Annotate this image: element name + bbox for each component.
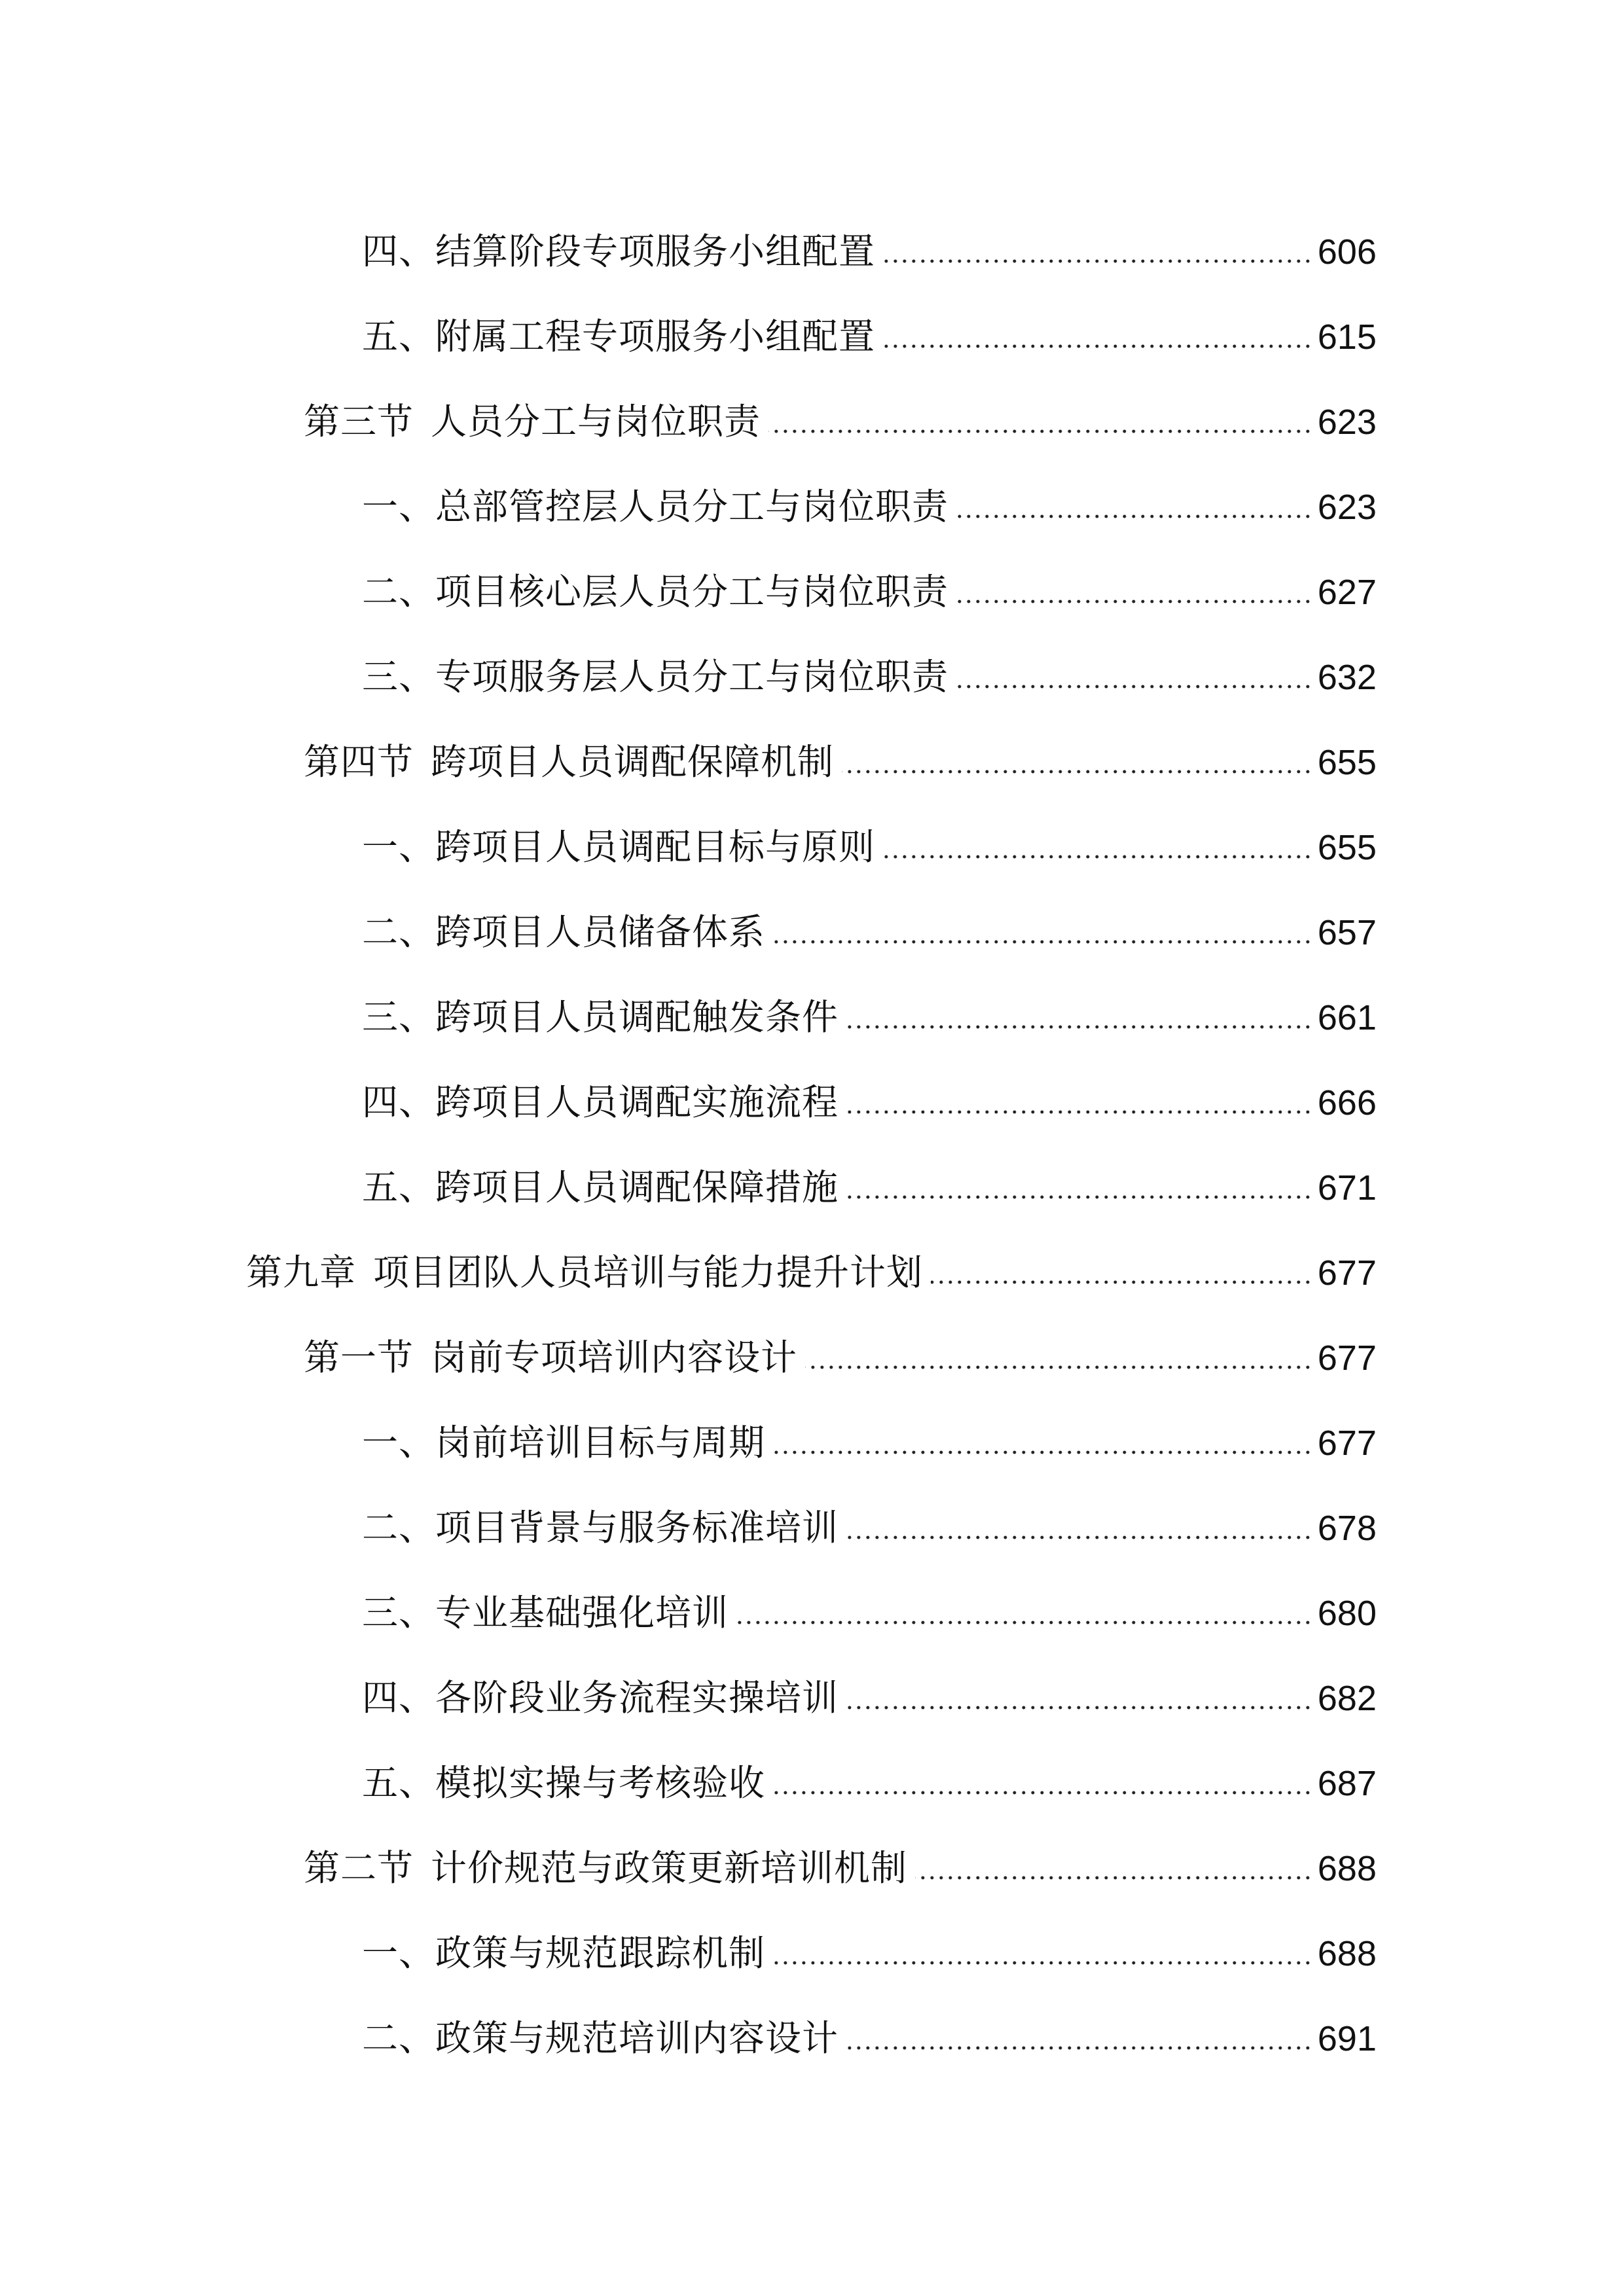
toc-entry-page: 687 bbox=[1317, 1764, 1377, 1803]
toc-entry[interactable] bbox=[362, 1906, 1377, 1974]
toc-entry-title bbox=[304, 1847, 908, 1889]
toc-entry[interactable] bbox=[304, 715, 1377, 783]
dot-leader bbox=[931, 1280, 1312, 1284]
dot-leader bbox=[956, 685, 1312, 689]
toc-entry-heading: 跨项目人员调配保障机制 bbox=[431, 741, 835, 783]
toc-entry[interactable] bbox=[362, 1395, 1377, 1461]
dot-leader bbox=[883, 344, 1312, 348]
toc-entry-title: 五、附属工程专项服务小组配置 bbox=[362, 315, 876, 357]
toc-entry-number: 第四节 bbox=[304, 741, 414, 783]
dot-leader bbox=[883, 855, 1312, 859]
toc-entry-number: 第九章 bbox=[246, 1251, 357, 1293]
toc-entry-heading: 项目团队人员培训与能力提升计划 bbox=[373, 1251, 924, 1293]
toc-entry-page: 678 bbox=[1317, 1509, 1377, 1548]
toc-entry-title: 三、专项服务层人员分工与岗位职责 bbox=[362, 656, 949, 698]
dot-leader bbox=[846, 1706, 1312, 1710]
toc-entry-page: 627 bbox=[1317, 573, 1377, 612]
toc-entry-title bbox=[304, 401, 761, 442]
dot-leader bbox=[846, 2046, 1312, 2050]
toc-entry[interactable] bbox=[362, 289, 1377, 355]
toc-entry-page: 615 bbox=[1317, 317, 1377, 357]
toc-entry[interactable] bbox=[246, 1225, 1377, 1291]
toc-entry-number: 第三节 bbox=[304, 401, 414, 442]
toc-entry[interactable] bbox=[362, 1480, 1377, 1549]
toc-entry-heading: 计价规范与政策更新培训机制 bbox=[431, 1847, 908, 1889]
toc-entry[interactable] bbox=[362, 1991, 1377, 2059]
toc-entry-title: 二、项目核心层人员分工与岗位职责 bbox=[362, 571, 949, 613]
toc-entry[interactable] bbox=[304, 1310, 1377, 1376]
toc-entry-title: 三、跨项目人员调配触发条件 bbox=[362, 996, 839, 1038]
toc-entry-page: 682 bbox=[1317, 1679, 1377, 1718]
toc-entry-page: 655 bbox=[1317, 743, 1377, 782]
toc-entry-title: 四、各阶段业务流程实操培训 bbox=[362, 1677, 839, 1719]
toc-entry-title: 一、岗前培训目标与周期 bbox=[362, 1422, 766, 1463]
toc-entry[interactable] bbox=[362, 204, 1377, 270]
toc-entry-title bbox=[246, 1251, 924, 1293]
toc-entry-page: 606 bbox=[1317, 232, 1377, 272]
toc-entry-page: 655 bbox=[1317, 828, 1377, 867]
toc-entry[interactable] bbox=[362, 970, 1377, 1038]
toc-entry[interactable] bbox=[362, 1736, 1377, 1804]
toc-entry-page: 688 bbox=[1317, 1934, 1377, 1973]
toc-entry-page: 677 bbox=[1317, 1424, 1377, 1463]
dot-leader bbox=[768, 429, 1312, 433]
toc-entry-page: 688 bbox=[1317, 1849, 1377, 1888]
toc-entry-page: 677 bbox=[1317, 1253, 1377, 1293]
dot-leader bbox=[773, 1791, 1312, 1795]
toc-entry-heading: 人员分工与岗位职责 bbox=[431, 401, 761, 442]
toc-entry-number: 第一节 bbox=[304, 1336, 414, 1378]
dot-leader bbox=[956, 600, 1312, 603]
dot-leader bbox=[842, 770, 1312, 774]
toc-entry-title: 二、政策与规范培训内容设计 bbox=[362, 2017, 839, 2059]
dot-leader bbox=[773, 1450, 1312, 1454]
toc-entry-title bbox=[304, 741, 835, 783]
toc-entry-title: 五、跨项目人员调配保障措施 bbox=[362, 1166, 839, 1208]
dot-leader bbox=[883, 259, 1312, 263]
dot-leader bbox=[956, 514, 1312, 518]
dot-leader bbox=[915, 1876, 1312, 1880]
toc-entry-number: 第二节 bbox=[304, 1847, 414, 1889]
toc-entry[interactable] bbox=[362, 1140, 1377, 1206]
toc-entry[interactable] bbox=[362, 630, 1377, 698]
toc-entry-title: 一、政策与规范跟踪机制 bbox=[362, 1932, 766, 1974]
toc-entry-title bbox=[304, 1336, 798, 1378]
toc-entry-title: 三、专业基础强化培训 bbox=[362, 1592, 729, 1634]
dot-leader bbox=[846, 1025, 1312, 1029]
toc-entry-title: 四、结算阶段专项服务小组配置 bbox=[362, 230, 876, 272]
toc-entry[interactable] bbox=[362, 885, 1377, 953]
toc-entry[interactable] bbox=[362, 1055, 1377, 1121]
dot-leader bbox=[805, 1365, 1312, 1369]
toc-entry-page: 661 bbox=[1317, 998, 1377, 1037]
toc-entry-page: 666 bbox=[1317, 1083, 1377, 1122]
toc-entry-title: 二、项目背景与服务标准培训 bbox=[362, 1507, 839, 1549]
toc-entry[interactable] bbox=[362, 1651, 1377, 1719]
toc-entry-page: 677 bbox=[1317, 1338, 1377, 1378]
toc-entry-page: 671 bbox=[1317, 1168, 1377, 1208]
toc-entry[interactable] bbox=[362, 459, 1377, 528]
toc-entry-title: 四、跨项目人员调配实施流程 bbox=[362, 1081, 839, 1123]
toc-entry-page: 657 bbox=[1317, 913, 1377, 952]
toc-entry-title: 二、跨项目人员储备体系 bbox=[362, 911, 766, 953]
toc-entry-page: 632 bbox=[1317, 658, 1377, 697]
toc-entry-page: 680 bbox=[1317, 1594, 1377, 1633]
toc-entry[interactable] bbox=[304, 374, 1377, 440]
dot-leader bbox=[846, 1535, 1312, 1539]
toc-entry[interactable] bbox=[362, 545, 1377, 613]
dot-leader bbox=[773, 940, 1312, 944]
toc-entry-title: 一、跨项目人员调配目标与原则 bbox=[362, 826, 876, 868]
dot-leader bbox=[846, 1195, 1312, 1199]
dot-leader bbox=[846, 1110, 1312, 1114]
toc-entry-title: 一、总部管控层人员分工与岗位职责 bbox=[362, 486, 949, 528]
toc-entry[interactable] bbox=[304, 1821, 1377, 1889]
toc-entry-title: 五、模拟实操与考核验收 bbox=[362, 1762, 766, 1804]
dot-leader bbox=[773, 1961, 1312, 1965]
toc-entry-page: 623 bbox=[1317, 488, 1377, 527]
dot-leader bbox=[736, 1621, 1312, 1624]
toc-entry-heading: 岗前专项培训内容设计 bbox=[431, 1336, 798, 1378]
toc-entry[interactable] bbox=[362, 800, 1377, 868]
toc-entry[interactable] bbox=[362, 1566, 1377, 1634]
toc-entry-page: 691 bbox=[1317, 2019, 1377, 2058]
toc-entry-page: 623 bbox=[1317, 403, 1377, 442]
